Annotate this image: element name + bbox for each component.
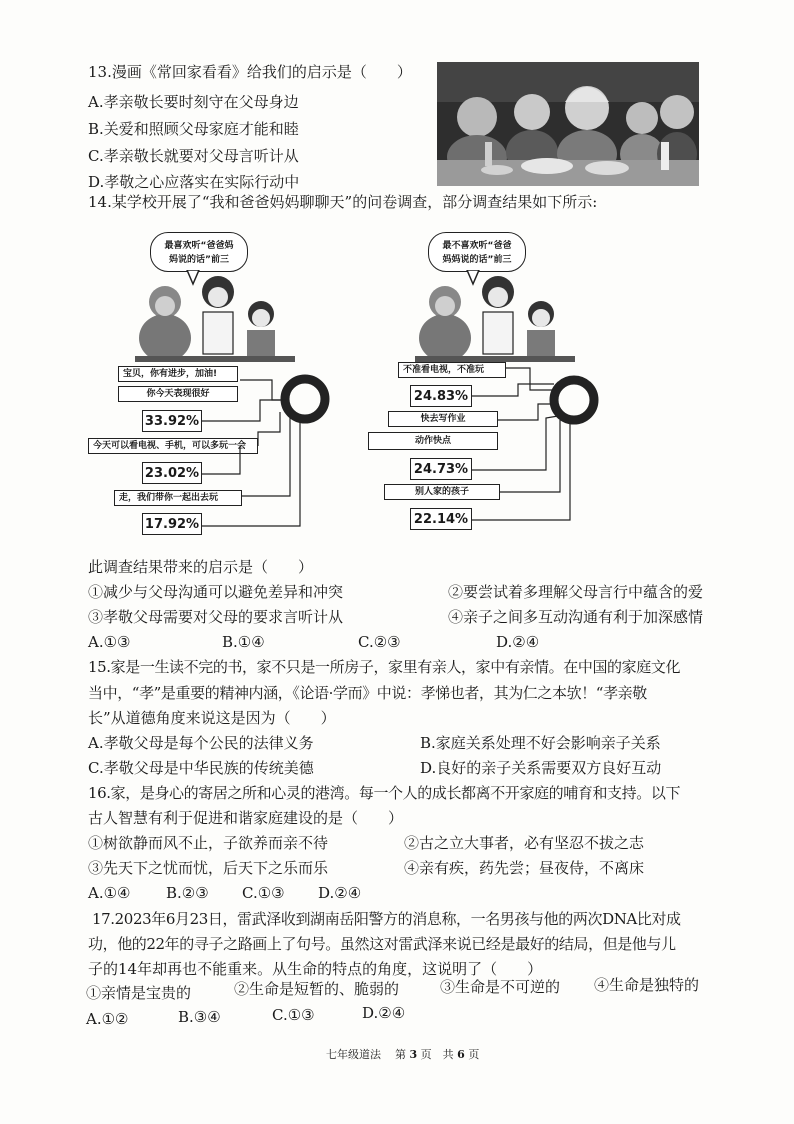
q16-option-a[interactable]: A.①④ — [88, 884, 131, 902]
q14-statement-4: ④亲子之间多互动沟通有利于加深感情 — [448, 608, 704, 626]
q16-statement-1: ①树欲静而风不止，子欲养而亲不待 — [88, 834, 329, 852]
q16-option-c[interactable]: C.①③ — [242, 884, 285, 902]
footer-grade: 七年级道法 — [326, 1048, 381, 1061]
q16-option-b[interactable]: B.②③ — [166, 884, 209, 902]
q14-statement-2: ②要尝试着多理解父母言行中蕴含的爱 — [448, 583, 704, 601]
q17-line-2: 功，他的22年的寻子之路画上了句号。虽然这对雷武泽来说已经是最好的结局，但是他与儿 — [88, 935, 676, 953]
left-bubble-line-1: 最喜欢听“爸爸妈 — [164, 241, 234, 251]
left-ring-chart — [200, 360, 330, 540]
q13-stem: 13.漫画《常回家看看》给我们的启示是（ ） — [88, 63, 412, 81]
right-speech-bubble — [428, 232, 526, 272]
right-ring-chart — [470, 360, 600, 540]
left-item-1-percent: 33.92% — [142, 410, 202, 432]
q15-option-a[interactable]: A.孝敬父母是每个公民的法律义务 — [88, 734, 314, 752]
q17-option-c[interactable]: C.①③ — [272, 1006, 315, 1024]
q16-statement-3: ③先天下之忧而忧，后天下之乐而乐 — [88, 859, 329, 877]
left-bubble-line-2: 妈说的话”前三 — [169, 255, 229, 265]
right-bubble-line-2: 妈妈说的话”前三 — [442, 255, 512, 265]
left-item-2-percent: 23.02% — [142, 462, 202, 484]
left-item-3-line-1: 走，我们带你一起出去玩 — [114, 490, 242, 506]
right-item-2-percent: 24.73% — [410, 458, 472, 480]
right-item-1-line-1: 不准看电视，不准玩 — [398, 362, 506, 378]
q13-option-b[interactable]: B.关爱和照顾父母家庭才能和睦 — [88, 120, 299, 138]
q17-statement-2: ②生命是短暂的、脆弱的 — [234, 980, 400, 998]
q15-option-d[interactable]: D.良好的亲子关系需要双方良好互动 — [420, 759, 662, 777]
right-bubble-line-1: 最不喜欢听“爸爸 — [442, 241, 512, 251]
q17-statement-3: ③生命是不可逆的 — [440, 978, 561, 996]
left-item-3-percent: 17.92% — [142, 513, 202, 535]
family-dinner-cartoon — [437, 62, 699, 186]
q15-line-2: 当中，“孝”是重要的精神内涵，《论语·学而》中说：孝悌也者，其为仁之本欤！“孝亲敬 — [88, 684, 647, 702]
q14-option-d[interactable]: D.②④ — [496, 633, 540, 651]
q15-line-1: 15.家是一生读不完的书，家不只是一所房子，家里有亲人，家中有亲情。在中国的家庭文化 — [88, 658, 681, 676]
q16-line-2: 古人智慧有利于促进和谐家庭建设的是（ ） — [88, 809, 404, 827]
q15-option-c[interactable]: C.孝敬父母是中华民族的传统美德 — [88, 759, 314, 777]
right-item-1-percent: 24.83% — [410, 385, 472, 407]
footer-page-total: 6 — [457, 1048, 465, 1061]
q14-option-a[interactable]: A.①③ — [88, 633, 131, 651]
q13-option-c[interactable]: C.孝亲敬长就要对父母言听计从 — [88, 147, 299, 165]
q14-question: 此调查结果带来的启示是（ ） — [88, 558, 314, 576]
q17-statement-1: ①亲情是宝贵的 — [86, 984, 192, 1002]
right-item-2-line-1: 快去写作业 — [388, 411, 498, 427]
q15-line-3: 长”从道德角度来说这是因为（ ） — [88, 709, 336, 727]
left-family-illustration — [115, 270, 305, 370]
q14-stem: 14.某学校开展了“我和爸爸妈妈聊聊天”的问卷调查，部分调查结果如下所示: — [88, 193, 598, 211]
q14-statement-3: ③孝敬父母需要对父母的要求言听计从 — [88, 608, 344, 626]
right-item-3-percent: 22.14% — [410, 508, 472, 530]
q16-statement-4: ④亲有疾，药先尝；昼夜侍，不离床 — [404, 859, 645, 877]
q16-statement-2: ②古之立大事者，必有坚忍不拔之志 — [404, 834, 645, 852]
q17-line-3: 子的14年却再也不能重来。从生命的特点的角度，这说明了（ ） — [88, 960, 543, 978]
q17-statement-4: ④生命是独特的 — [594, 976, 700, 994]
q13-option-d[interactable]: D.孝敬之心应落实在实际行动中 — [88, 173, 300, 191]
family-dinner-illustration — [437, 62, 699, 186]
footer-page-label: 第 — [395, 1048, 406, 1061]
q17-option-a[interactable]: A.①② — [86, 1010, 129, 1028]
q17-option-d[interactable]: D.②④ — [362, 1004, 406, 1022]
right-family-illustration — [395, 270, 585, 370]
footer-page-suffix: 页 — [468, 1048, 480, 1061]
q16-option-d[interactable]: D.②④ — [318, 884, 362, 902]
left-speech-bubble — [150, 232, 248, 272]
page-footer — [326, 1046, 479, 1062]
left-item-1-line-1: 宝贝，你有进步，加油! — [118, 366, 238, 382]
q17-option-b[interactable]: B.③④ — [178, 1008, 221, 1026]
footer-page-mid: 页 共 — [420, 1048, 454, 1061]
q17-line-1: 17.2023年6月23日，雷武泽收到湖南岳阳警方的消息称，一名男孩与他的两次DNA比对成 — [92, 910, 681, 928]
q13-option-a[interactable]: A.孝亲敬长要时刻守在父母身边 — [88, 93, 299, 111]
q15-option-b[interactable]: B.家庭关系处理不好会影响亲子关系 — [420, 734, 661, 752]
q14-option-b[interactable]: B.①④ — [222, 633, 265, 651]
q14-statement-1: ①减少与父母沟通可以避免差异和冲突 — [88, 583, 344, 601]
right-item-3-line-1: 别人家的孩子 — [384, 484, 500, 500]
footer-page-current: 3 — [409, 1048, 418, 1061]
left-item-2-line-1: 今天可以看电视、手机，可以多玩一会 — [88, 438, 258, 454]
left-item-1-line-2: 你今天表现很好 — [118, 386, 238, 402]
q16-line-1: 16.家，是身心的寄居之所和心灵的港湾。每一个人的成长都离不开家庭的哺育和支持。以下 — [88, 784, 681, 802]
right-item-2-line-2: 动作快点 — [368, 432, 498, 450]
q14-option-c[interactable]: C.②③ — [358, 633, 401, 651]
